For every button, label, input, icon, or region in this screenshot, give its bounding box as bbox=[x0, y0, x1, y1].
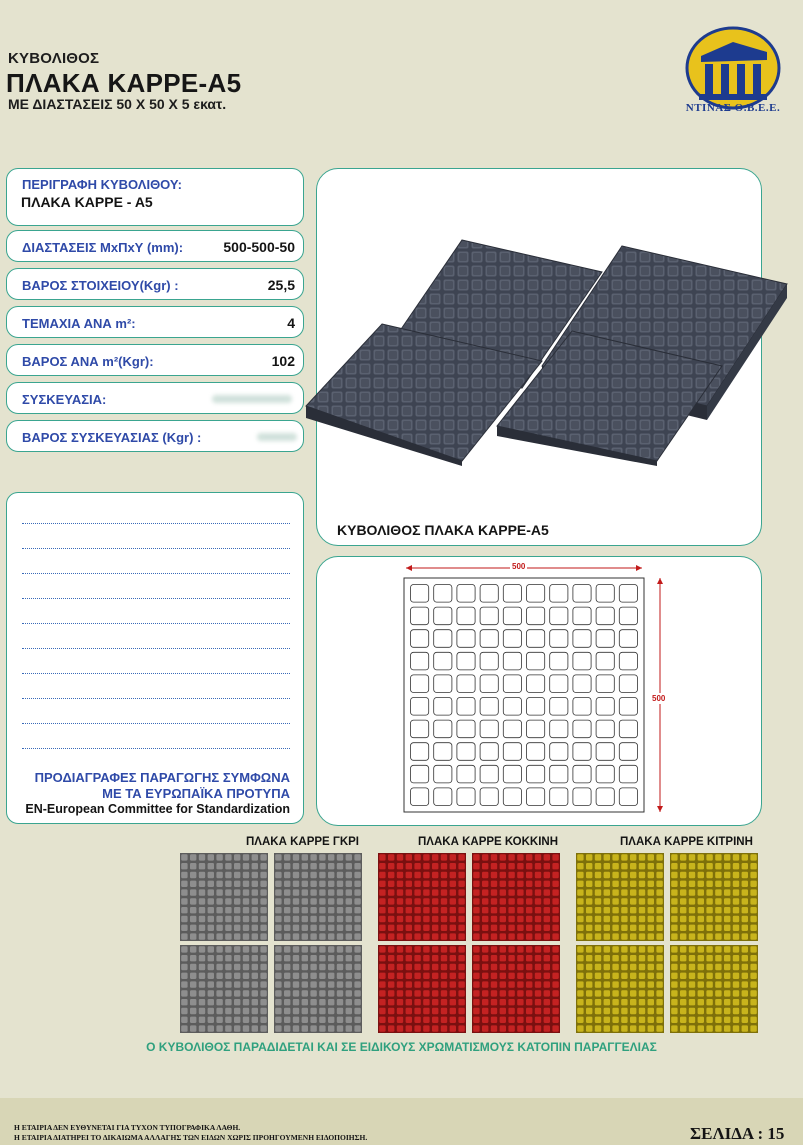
grid-cell bbox=[503, 743, 521, 761]
grid-cell bbox=[434, 607, 452, 625]
grid-cell bbox=[527, 675, 545, 693]
note-line bbox=[22, 698, 290, 699]
grid-cell bbox=[527, 607, 545, 625]
spec-row-weight bbox=[6, 268, 304, 300]
standards-line-2: ΜΕ ΤΑ ΕΥΡΩΠΑΪΚΑ ΠΡΟΤΥΠΑ bbox=[102, 786, 290, 801]
grid-cell bbox=[411, 765, 429, 783]
spec-value: 500-500-50 bbox=[223, 239, 295, 255]
grid-cell bbox=[596, 585, 614, 603]
grid-cell bbox=[434, 788, 452, 806]
footer-disclaimer-2: Η ΕΤΑΙΡΙΑ ΔΙΑΤΗΡΕΙ ΤΟ ΔΙΚΑΙΩΜΑ ΑΛΛΑΓΗΣ ΤΩΝ ΕΙΔΩΝ ΧΩΡΙΣ ΠΡΟΗΓΟΥΜΕΝΗ ΕΙΔΟΠΟΙΗΣΗ. bbox=[14, 1133, 368, 1142]
description-label: ΠΕΡΙΓΡΑΦΗ ΚΥΒΟΛΙΘΟΥ: bbox=[22, 177, 182, 192]
standards-line-3: EN-European Committee for Standardization bbox=[25, 802, 290, 816]
grid-cell bbox=[503, 788, 521, 806]
footer-disclaimer-1: Η ΕΤΑΙΡΙΑ ΔΕΝ ΕΥΘΥΝΕΤΑΙ ΓΙΑ ΤΥΧΟΝ ΤΥΠΟΓΡΑΦΙΚΑ ΛΑΘΗ. bbox=[14, 1123, 241, 1132]
spec-row-pieces bbox=[6, 306, 304, 338]
grid-cell bbox=[573, 743, 591, 761]
grid-cell bbox=[573, 765, 591, 783]
grid-cell bbox=[411, 743, 429, 761]
grid-cell bbox=[527, 585, 545, 603]
spec-label: ΤΕΜΑΧΙΑ ΑΝΑ m²: bbox=[22, 316, 136, 331]
grid-cell bbox=[411, 630, 429, 648]
grid-cell bbox=[596, 788, 614, 806]
grid-cell bbox=[596, 765, 614, 783]
spec-label: ΔΙΑΣΤΑΣΕΙΣ ΜxΠxΥ (mm): bbox=[22, 240, 184, 255]
grid-cell bbox=[457, 788, 475, 806]
grid-cell bbox=[619, 765, 637, 783]
tiles-photo bbox=[302, 236, 792, 466]
grid-cell bbox=[434, 720, 452, 738]
note-line bbox=[22, 623, 290, 624]
note-line bbox=[22, 548, 290, 549]
grid-cell bbox=[619, 698, 637, 716]
grid-cell bbox=[619, 720, 637, 738]
grid-cell bbox=[434, 698, 452, 716]
grid-cell bbox=[480, 652, 498, 670]
grid-cell bbox=[411, 585, 429, 603]
grid-cell bbox=[550, 675, 568, 693]
grid-cell bbox=[503, 630, 521, 648]
grid-cell bbox=[619, 675, 637, 693]
grid-cell bbox=[503, 765, 521, 783]
blurred-value bbox=[257, 433, 297, 441]
grid-cell bbox=[503, 652, 521, 670]
note-line bbox=[22, 673, 290, 674]
grid-cell bbox=[434, 585, 452, 603]
grid-cell bbox=[411, 652, 429, 670]
color-swatch-tile bbox=[576, 945, 664, 1033]
spec-value: 4 bbox=[287, 315, 295, 331]
grid-cell bbox=[573, 652, 591, 670]
grid-cell bbox=[596, 720, 614, 738]
grid-cell bbox=[411, 788, 429, 806]
grid-cell bbox=[596, 743, 614, 761]
note-line bbox=[22, 748, 290, 749]
note-line bbox=[22, 523, 290, 524]
grid-cell bbox=[480, 630, 498, 648]
grid-cell bbox=[411, 607, 429, 625]
spec-row-dimensions bbox=[6, 230, 304, 262]
note-line bbox=[22, 648, 290, 649]
grid-cell bbox=[619, 743, 637, 761]
grid-cell bbox=[503, 607, 521, 625]
grid-cell bbox=[619, 607, 637, 625]
spec-label: ΒΑΡΟΣ ΣΤΟΙΧΕΙΟΥ(Kgr) : bbox=[22, 278, 179, 293]
grid-cell bbox=[550, 630, 568, 648]
grid-cell bbox=[480, 585, 498, 603]
grid-cell bbox=[480, 743, 498, 761]
grid-cell bbox=[596, 630, 614, 648]
spec-row-weight-per-m2 bbox=[6, 344, 304, 376]
spec-value: 25,5 bbox=[267, 277, 295, 293]
grid-cell bbox=[503, 675, 521, 693]
grid-cell bbox=[457, 630, 475, 648]
grid-cell bbox=[434, 765, 452, 783]
grid-cell bbox=[434, 652, 452, 670]
grid-cell bbox=[480, 720, 498, 738]
category-title: ΚΥΒΟΛΙΘΟΣ bbox=[8, 50, 100, 67]
spec-label: ΒΑΡΟΣ ΣΥΣΚΕΥΑΣΙΑΣ (Kgr) : bbox=[22, 430, 202, 445]
standards-line-1: ΠΡΟΔΙΑΓΡΑΦΕΣ ΠΑΡΑΓΩΓΗΣ ΣΥΜΦΩΝΑ bbox=[34, 770, 290, 785]
description-box bbox=[6, 168, 304, 226]
grid-cell bbox=[550, 720, 568, 738]
grid-cell bbox=[550, 765, 568, 783]
grid-cell bbox=[550, 652, 568, 670]
spec-row-packaging bbox=[6, 382, 304, 414]
grid-cell bbox=[434, 630, 452, 648]
grid-cell bbox=[550, 585, 568, 603]
technical-drawing bbox=[392, 562, 682, 820]
color-swatch-tile bbox=[378, 945, 466, 1033]
color-swatch-tile bbox=[180, 945, 268, 1033]
color-label-grey: ΠΛΑΚΑ ΚΑΡΡΕ ΓΚΡΙ bbox=[246, 836, 359, 848]
description-value: ΠΛΑΚΑ ΚΑΡΡΕ - Α5 bbox=[21, 194, 153, 210]
grid-cell bbox=[573, 607, 591, 625]
note-line bbox=[22, 598, 290, 599]
grid-cell bbox=[411, 698, 429, 716]
note-line bbox=[22, 573, 290, 574]
dimensions-subtitle: ΜΕ ΔΙΑΣΤΑΣΕΙΣ 50 Χ 50 Χ 5 εκατ. bbox=[8, 96, 227, 112]
grid-cell bbox=[527, 652, 545, 670]
color-label-red: ΠΛΑΚΑ ΚΑΡΡΕ ΚΟΚΚΙΝΗ bbox=[418, 836, 559, 848]
company-name: ΝΤΙΝΑΣ Ο.Β.Ε.Ε. bbox=[685, 102, 781, 114]
spec-label: ΣΥΣΚΕΥΑΣΙΑ: bbox=[22, 392, 107, 407]
grid-cell bbox=[457, 743, 475, 761]
color-swatch-tile bbox=[274, 853, 362, 941]
page-number: ΣΕΛΙΔΑ : 15 bbox=[690, 1124, 785, 1143]
grid-cell bbox=[457, 765, 475, 783]
grid-cell bbox=[619, 788, 637, 806]
color-swatch-tile bbox=[472, 945, 560, 1033]
color-label-yellow: ΠΛΑΚΑ ΚΑΡΡΕ ΚΙΤΡΙΝΗ bbox=[620, 836, 753, 848]
height-label: 500 bbox=[652, 694, 666, 703]
grid-cell bbox=[550, 607, 568, 625]
grid-cell bbox=[457, 720, 475, 738]
grid-cell bbox=[457, 585, 475, 603]
grid-cell bbox=[573, 630, 591, 648]
grid-cell bbox=[480, 607, 498, 625]
color-swatch-tile bbox=[274, 945, 362, 1033]
grid-cell bbox=[457, 652, 475, 670]
width-label: 500 bbox=[512, 562, 526, 571]
grid-cell bbox=[527, 788, 545, 806]
color-swatch-tile bbox=[576, 853, 664, 941]
grid-cell bbox=[596, 698, 614, 716]
grid-cell bbox=[619, 585, 637, 603]
grid-cell bbox=[527, 698, 545, 716]
grid-cell bbox=[550, 788, 568, 806]
grid-cell bbox=[503, 585, 521, 603]
grid-cell bbox=[573, 788, 591, 806]
color-swatch-tile bbox=[180, 853, 268, 941]
grid-cell bbox=[480, 675, 498, 693]
product-title: ΠΛΑΚΑ ΚΑΡΡΕ-Α5 bbox=[6, 68, 242, 98]
note-line bbox=[22, 723, 290, 724]
grid-cell bbox=[527, 630, 545, 648]
grid-cell bbox=[596, 652, 614, 670]
custom-color-note: Ο ΚΥΒΟΛΙΘΟΣ ΠΑΡΑΔΙΔΕΤΑΙ ΚΑΙ ΣΕ ΕΙΔΙΚΟΥΣ ΧΡΩΜΑΤΙΣΜΟΥΣ ΚΑΤΟΠΙΝ ΠΑΡΑΓΓΕΛΙΑΣ bbox=[146, 1040, 657, 1054]
grid-cell bbox=[596, 675, 614, 693]
grid-cell bbox=[527, 720, 545, 738]
color-swatch-tile bbox=[472, 853, 560, 941]
grid-cell bbox=[503, 720, 521, 738]
spec-value: 102 bbox=[271, 353, 295, 369]
grid-cell bbox=[573, 720, 591, 738]
color-swatch-tile bbox=[378, 853, 466, 941]
grid-cell bbox=[457, 607, 475, 625]
grid-cell bbox=[550, 698, 568, 716]
spec-row-package-weight bbox=[6, 420, 304, 452]
grid-cell bbox=[596, 607, 614, 625]
grid-cell bbox=[411, 675, 429, 693]
grid-cell bbox=[457, 698, 475, 716]
spec-label: ΒΑΡΟΣ ΑΝΑ m²(Kgr): bbox=[22, 354, 154, 369]
grid-cell bbox=[457, 675, 475, 693]
grid-cell bbox=[619, 630, 637, 648]
color-swatch-tile bbox=[670, 945, 758, 1033]
blurred-value bbox=[212, 395, 292, 403]
grid-cell bbox=[411, 720, 429, 738]
grid-cell bbox=[573, 585, 591, 603]
grid-cell bbox=[527, 765, 545, 783]
grid-cell bbox=[527, 743, 545, 761]
grid-cell bbox=[619, 652, 637, 670]
grid-cell bbox=[503, 698, 521, 716]
grid-cell bbox=[480, 698, 498, 716]
grid-cell bbox=[480, 788, 498, 806]
color-swatch-tile bbox=[670, 853, 758, 941]
photo-caption: ΚΥΒΟΛΙΘΟΣ ΠΛΑΚΑ ΚΑΡΡΕ-Α5 bbox=[337, 522, 549, 538]
grid-cell bbox=[434, 675, 452, 693]
grid-cell bbox=[550, 743, 568, 761]
grid-cell bbox=[434, 743, 452, 761]
grid-cell bbox=[480, 765, 498, 783]
grid-cell bbox=[573, 698, 591, 716]
grid-cell bbox=[573, 675, 591, 693]
